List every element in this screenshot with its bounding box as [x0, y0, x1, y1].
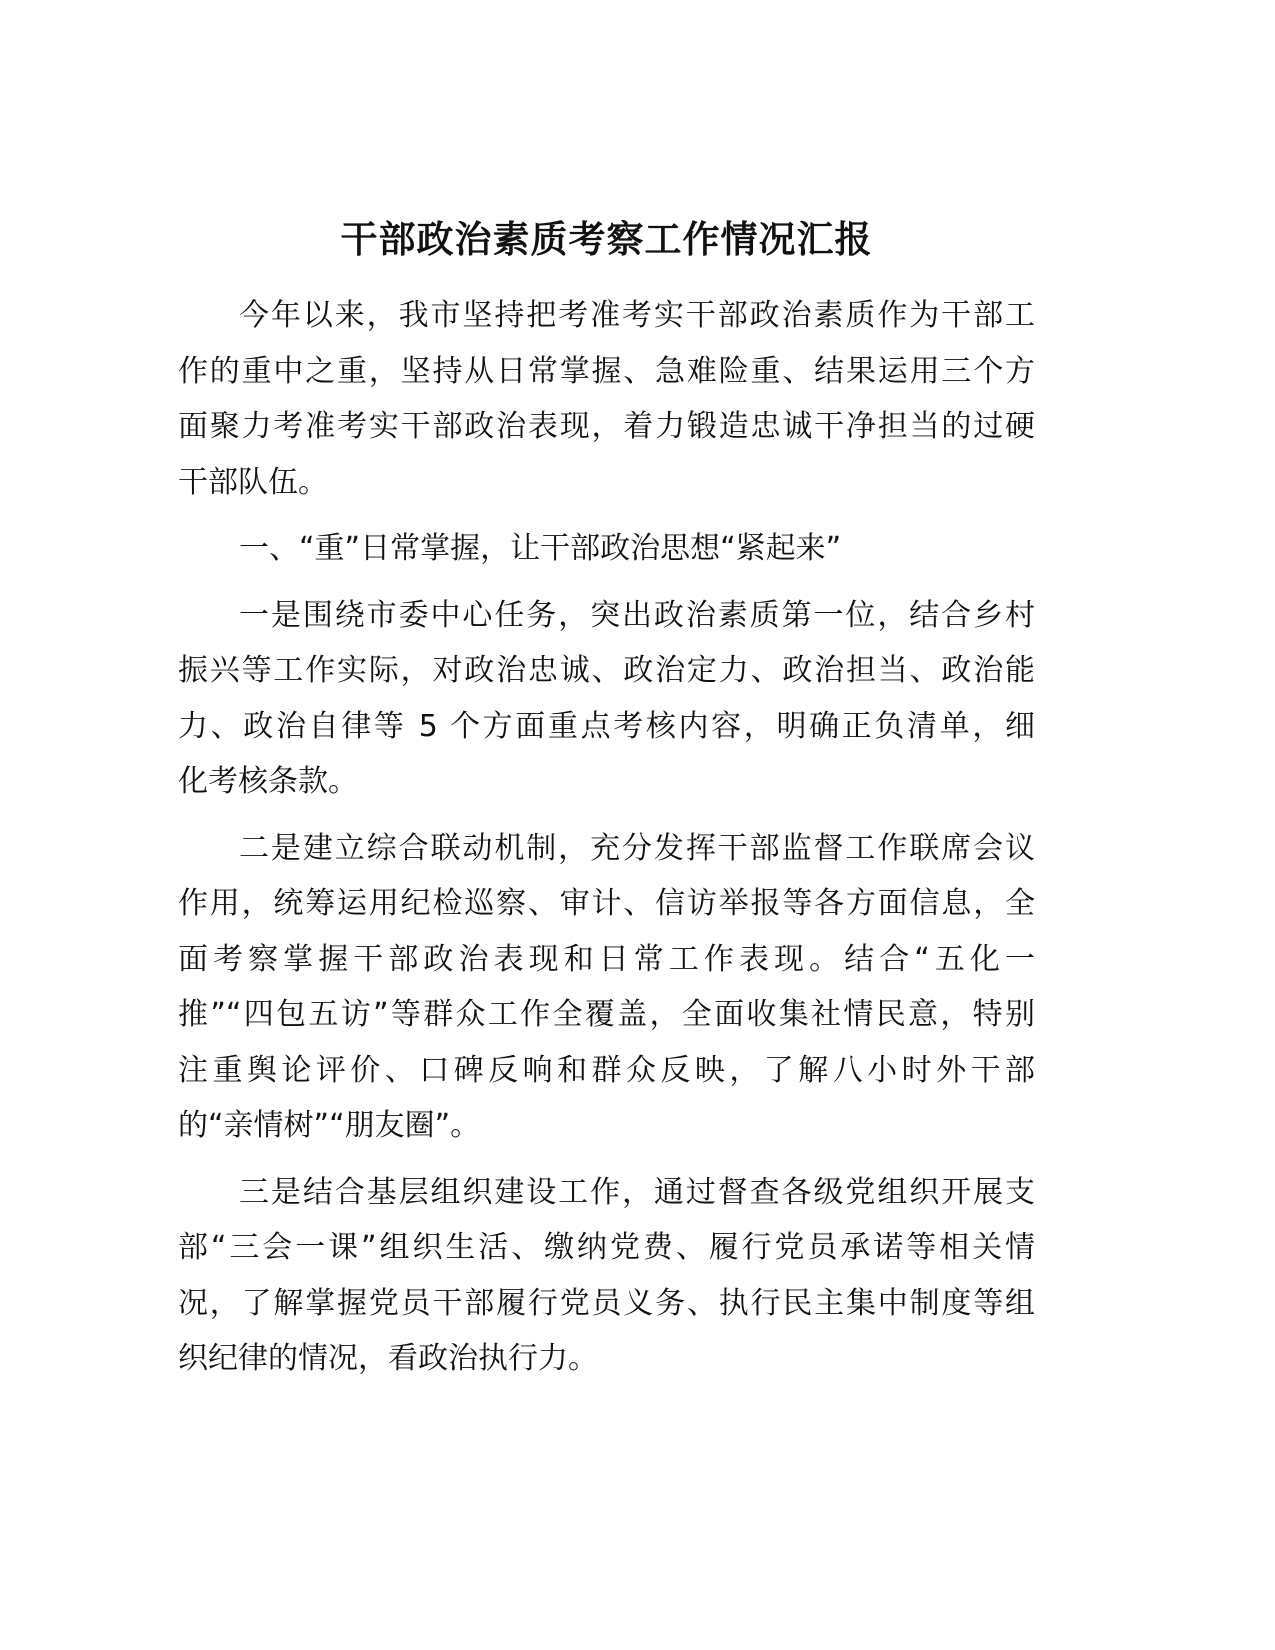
- paragraph-line: 力、政治自律等 5 个方面重点考核内容，明确正负清单，细: [178, 708, 1035, 744]
- paragraph-line: 面聚力考准考实干部政治表现，着力锻造忠诚干净担当的过硬: [178, 409, 1035, 444]
- paragraph-line: 化考核条款。: [178, 764, 358, 799]
- paragraph-line: 振兴等工作实际，对政治忠诚、政治定力、政治担当、政治能: [178, 653, 1035, 688]
- paragraph: [178, 588, 1035, 810]
- paragraph-line: 织纪律的情况，看政治执行力。: [178, 1341, 598, 1376]
- paragraph-line: 注重舆论评价、口碑反响和群众反映，了解八小时外干部: [178, 1052, 1035, 1088]
- paragraph-line: 今年以来，我市坚持把考准考实干部政治素质作为干部工: [239, 298, 1035, 333]
- paragraph-line: 推”“四包五访”等群众工作全覆盖，全面收集社情民意，特别: [178, 997, 1035, 1032]
- paragraph-line: 一是围绕市委中心任务，突出政治素质第一位，结合乡村: [239, 597, 1035, 633]
- paragraph: [178, 821, 1035, 1154]
- paragraph-line: 面考察掌握干部政治表现和日常工作表现。结合“五化一: [178, 941, 1035, 977]
- paragraph-line: 的“亲情树”“朋友圈”。: [178, 1108, 481, 1143]
- paragraph-line: 二是建立综合联动机制，充分发挥干部监督工作联席会议: [239, 830, 1035, 866]
- paragraph-line: 三是结合基层组织建设工作，通过督查各级党组织开展支: [239, 1174, 1035, 1210]
- paragraph-line: 干部队伍。: [178, 464, 328, 500]
- paragraph-line: 部“三会一课”组织生活、缴纳党费、履行党员承诺等相关情: [178, 1230, 1035, 1265]
- paragraph: [178, 521, 1035, 577]
- document-title: 干部政治素质考察工作情况汇报: [340, 218, 873, 261]
- paragraph-line: 况，了解掌握党员干部履行党员义务、执行民主集中制度等组: [178, 1285, 1035, 1321]
- document-body: [178, 288, 1035, 1387]
- document-page: [178, 212, 1035, 1398]
- paragraph: [178, 1165, 1035, 1387]
- paragraph-line: 一、“重”日常掌握，让干部政治思想“紧起来”: [239, 531, 842, 566]
- paragraph-line: 作的重中之重，坚持从日常掌握、急难险重、结果运用三个方: [178, 353, 1035, 389]
- paragraph: [178, 288, 1035, 510]
- paragraph-line: 作用，统筹运用纪检巡察、审计、信访举报等各方面信息，全: [178, 886, 1035, 921]
